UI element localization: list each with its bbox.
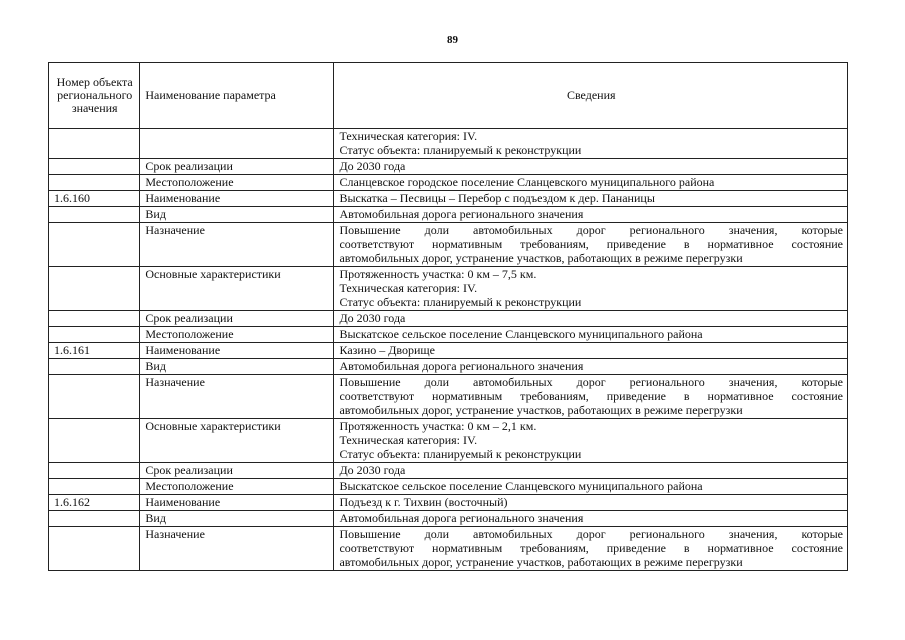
table-row (49, 129, 848, 159)
table-row (49, 479, 848, 495)
parameter-name-cell: Вид (140, 207, 334, 223)
table-row (49, 419, 848, 463)
table-row (49, 267, 848, 311)
details-cell (334, 343, 848, 359)
details-line: Выскатское сельское поселение Сланцевского муниципального района (339, 327, 703, 341)
details-cell (334, 327, 848, 343)
header-row (49, 63, 848, 129)
details-cell (334, 175, 848, 191)
table-row (49, 311, 848, 327)
object-number-cell (49, 527, 140, 571)
details-line: Сланцевское городское поселение Сланцевского муниципального района (339, 175, 715, 189)
details-line: Статус объекта: планируемый к реконструкции (339, 295, 582, 309)
details-line: автомобильных дорог, устранение участков, работающих в режиме перегрузки (339, 403, 743, 417)
parameter-name-cell: Местоположение (140, 327, 334, 343)
table-row (49, 191, 848, 207)
table-row (49, 207, 848, 223)
table-row (49, 159, 848, 175)
table-row (49, 343, 848, 359)
parameter-name-cell: Основные характеристики (140, 267, 334, 311)
details-line: соответствуют нормативным требованиям, приведение в нормативное состояние (339, 237, 843, 251)
table-row (49, 463, 848, 479)
object-number-cell (49, 267, 140, 311)
details-line: Повышение доли автомобильных дорог регионального значения, которые (339, 375, 843, 389)
details-line: Автомобильная дорога регионального значения (339, 207, 584, 221)
header-object-number: Номер объекта регионального значения (49, 63, 140, 129)
table-row (49, 327, 848, 343)
parameter-name-cell (140, 129, 334, 159)
page-number: 89 (447, 34, 458, 46)
details-cell (334, 511, 848, 527)
object-number-cell (49, 511, 140, 527)
parameter-name-cell: Местоположение (140, 479, 334, 495)
details-line: Автомобильная дорога регионального значения (339, 511, 584, 525)
details-line: До 2030 года (339, 159, 406, 173)
table-row (49, 527, 848, 571)
details-line: соответствуют нормативным требованиям, приведение в нормативное состояние (339, 389, 843, 403)
details-line: соответствуют нормативным требованиям, приведение в нормативное состояние (339, 541, 843, 555)
parameter-name-cell: Срок реализации (140, 311, 334, 327)
object-number-cell (49, 159, 140, 175)
details-line: Автомобильная дорога регионального значения (339, 359, 584, 373)
object-number-cell: 1.6.161 (49, 343, 140, 359)
details-line: Техническая категория: IV. (339, 433, 478, 447)
table-row (49, 511, 848, 527)
details-line: Техническая категория: IV. (339, 281, 478, 295)
details-line: Повышение доли автомобильных дорог регионального значения, которые (339, 527, 843, 541)
details-cell (334, 159, 848, 175)
details-cell (334, 191, 848, 207)
details-line: До 2030 года (339, 463, 406, 477)
details-cell (334, 495, 848, 511)
details-line: Казино – Дворище (339, 343, 435, 357)
parameters-table (48, 62, 848, 571)
object-number-cell (49, 175, 140, 191)
details-line: Повышение доли автомобильных дорог регионального значения, которые (339, 223, 843, 237)
details-line: До 2030 года (339, 311, 406, 325)
details-cell (334, 419, 848, 463)
header-parameter-name: Наименование параметра (140, 63, 334, 129)
header-details: Сведения (334, 63, 848, 129)
table-row (49, 495, 848, 511)
object-number-cell (49, 129, 140, 159)
parameter-name-cell: Вид (140, 511, 334, 527)
parameter-name-cell: Назначение (140, 223, 334, 267)
details-cell (334, 479, 848, 495)
details-line: Протяженность участка: 0 км – 2,1 км. (339, 419, 537, 433)
object-number-cell (49, 311, 140, 327)
details-cell (334, 527, 848, 571)
details-line: Статус объекта: планируемый к реконструкции (339, 143, 582, 157)
parameter-name-cell: Назначение (140, 527, 334, 571)
parameter-name-cell: Наименование (140, 343, 334, 359)
details-cell (334, 267, 848, 311)
object-number-cell (49, 463, 140, 479)
details-line: Техническая категория: IV. (339, 129, 478, 143)
parameter-name-cell: Основные характеристики (140, 419, 334, 463)
details-cell (334, 375, 848, 419)
object-number-cell (49, 207, 140, 223)
parameter-name-cell: Вид (140, 359, 334, 375)
parameter-name-cell: Местоположение (140, 175, 334, 191)
parameter-name-cell: Наименование (140, 495, 334, 511)
object-number-cell (49, 327, 140, 343)
object-number-cell: 1.6.160 (49, 191, 140, 207)
details-line: автомобильных дорог, устранение участков, работающих в режиме перегрузки (339, 555, 743, 569)
table-row (49, 175, 848, 191)
object-number-cell (49, 223, 140, 267)
details-cell (334, 223, 848, 267)
details-cell (334, 207, 848, 223)
details-line: Протяженность участка: 0 км – 7,5 км. (339, 267, 537, 281)
object-number-cell (49, 359, 140, 375)
object-number-cell (49, 375, 140, 419)
parameter-name-cell: Наименование (140, 191, 334, 207)
parameter-name-cell: Назначение (140, 375, 334, 419)
parameter-name-cell: Срок реализации (140, 159, 334, 175)
parameter-name-cell: Срок реализации (140, 463, 334, 479)
table-row (49, 359, 848, 375)
object-number-cell (49, 479, 140, 495)
table-header (49, 63, 848, 129)
table-row (49, 375, 848, 419)
object-number-cell (49, 419, 140, 463)
details-cell (334, 129, 848, 159)
table-row (49, 223, 848, 267)
details-line: Статус объекта: планируемый к реконструкции (339, 447, 582, 461)
details-line: автомобильных дорог, устранение участков, работающих в режиме перегрузки (339, 251, 743, 265)
table-body (49, 129, 848, 571)
details-cell (334, 463, 848, 479)
details-line: Выскатское сельское поселение Сланцевского муниципального района (339, 479, 703, 493)
details-line: Подъезд к г. Тихвин (восточный) (339, 495, 508, 509)
details-cell (334, 311, 848, 327)
object-number-cell: 1.6.162 (49, 495, 140, 511)
details-line: Выскатка – Песвицы – Перебор с подъездом к дер. Пананицы (339, 191, 655, 205)
details-cell (334, 359, 848, 375)
